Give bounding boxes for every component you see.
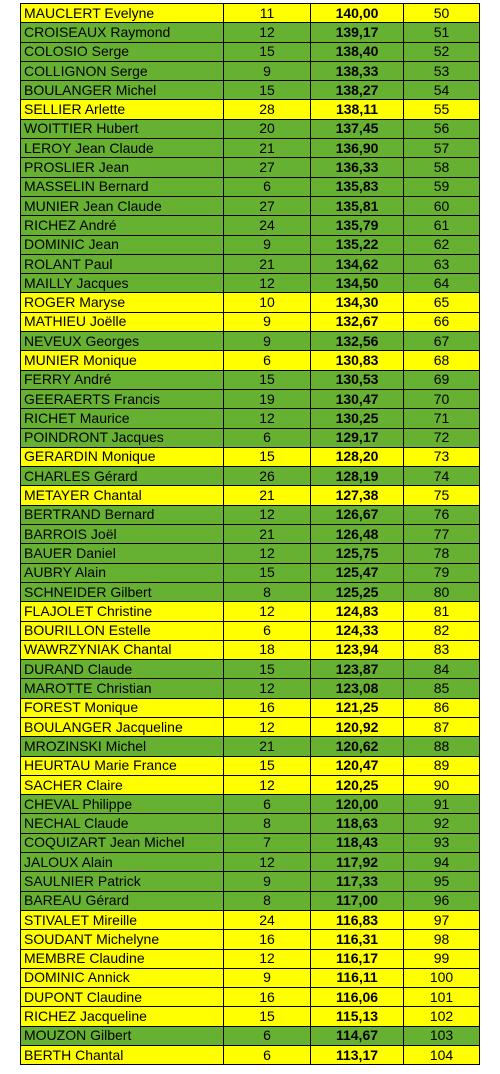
table-row — [21, 139, 480, 158]
games-count-cell: 9 — [224, 235, 311, 254]
player-name-cell: BAREAU Gérard — [21, 891, 224, 910]
games-count-cell: 6 — [224, 351, 311, 370]
games-count-cell: 16 — [224, 988, 311, 1007]
rank-cell: 72 — [404, 428, 480, 447]
player-name-cell: BERTH Chantal — [21, 1046, 224, 1065]
average-score-cell: 129,17 — [311, 428, 404, 447]
games-count-cell: 27 — [224, 158, 311, 177]
player-name-cell: SAULNIER Patrick — [21, 872, 224, 891]
rank-cell: 65 — [404, 293, 480, 312]
games-count-cell: 6 — [224, 177, 311, 196]
games-count-cell: 12 — [224, 602, 311, 621]
player-name-cell: MASSELIN Bernard — [21, 177, 224, 196]
average-score-cell: 130,47 — [311, 389, 404, 408]
rank-cell: 82 — [404, 621, 480, 640]
average-score-cell: 138,40 — [311, 42, 404, 61]
rank-cell: 69 — [404, 370, 480, 389]
rank-cell: 85 — [404, 679, 480, 698]
player-name-cell: RICHEZ Jacqueline — [21, 1007, 224, 1026]
table-row — [21, 582, 480, 601]
average-score-cell: 120,62 — [311, 737, 404, 756]
rank-cell: 89 — [404, 756, 480, 775]
games-count-cell: 12 — [224, 274, 311, 293]
average-score-cell: 128,19 — [311, 467, 404, 486]
rank-cell: 57 — [404, 139, 480, 158]
average-score-cell: 120,47 — [311, 756, 404, 775]
rank-cell: 81 — [404, 602, 480, 621]
rank-cell: 88 — [404, 737, 480, 756]
player-name-cell: STIVALET Mireille — [21, 910, 224, 929]
player-name-cell: WOITTIER Hubert — [21, 119, 224, 138]
games-count-cell: 21 — [224, 525, 311, 544]
ranking-table — [20, 3, 480, 1065]
player-name-cell: CHEVAL Philippe — [21, 795, 224, 814]
player-name-cell: NEVEUX Georges — [21, 332, 224, 351]
games-count-cell: 21 — [224, 486, 311, 505]
rank-cell: 74 — [404, 467, 480, 486]
player-name-cell: RICHEZ André — [21, 216, 224, 235]
player-name-cell: MATHIEU Joëlle — [21, 312, 224, 331]
average-score-cell: 126,48 — [311, 525, 404, 544]
average-score-cell: 138,27 — [311, 81, 404, 100]
player-name-cell: PROSLIER Jean — [21, 158, 224, 177]
table-row — [21, 370, 480, 389]
player-name-cell: DOMINIC Annick — [21, 968, 224, 987]
games-count-cell: 9 — [224, 61, 311, 80]
player-name-cell: RICHET Maurice — [21, 409, 224, 428]
games-count-cell: 15 — [224, 81, 311, 100]
average-score-cell: 130,83 — [311, 351, 404, 370]
average-score-cell: 116,06 — [311, 988, 404, 1007]
table-row — [21, 196, 480, 215]
average-score-cell: 116,11 — [311, 968, 404, 987]
player-name-cell: JALOUX Alain — [21, 853, 224, 872]
games-count-cell: 18 — [224, 640, 311, 659]
table-row — [21, 274, 480, 293]
table-row — [21, 698, 480, 717]
average-score-cell: 125,75 — [311, 544, 404, 563]
player-name-cell: COLLIGNON Serge — [21, 61, 224, 80]
rank-cell: 84 — [404, 660, 480, 679]
table-row — [21, 717, 480, 736]
table-row — [21, 389, 480, 408]
player-name-cell: BARROIS Joël — [21, 525, 224, 544]
table-row — [21, 312, 480, 331]
average-score-cell: 132,67 — [311, 312, 404, 331]
rank-cell: 93 — [404, 833, 480, 852]
average-score-cell: 130,53 — [311, 370, 404, 389]
table-row — [21, 428, 480, 447]
rank-cell: 92 — [404, 814, 480, 833]
average-score-cell: 117,00 — [311, 891, 404, 910]
player-name-cell: MOUZON Gilbert — [21, 1026, 224, 1045]
games-count-cell: 21 — [224, 139, 311, 158]
games-count-cell: 15 — [224, 563, 311, 582]
table-row — [21, 814, 480, 833]
table-row — [21, 100, 480, 119]
rank-cell: 95 — [404, 872, 480, 891]
rank-cell: 58 — [404, 158, 480, 177]
table-row — [21, 602, 480, 621]
player-name-cell: CHARLES Gérard — [21, 467, 224, 486]
player-name-cell: MROZINSKI Michel — [21, 737, 224, 756]
rank-cell: 77 — [404, 525, 480, 544]
average-score-cell: 114,67 — [311, 1026, 404, 1045]
rank-cell: 78 — [404, 544, 480, 563]
games-count-cell: 6 — [224, 1026, 311, 1045]
average-score-cell: 121,25 — [311, 698, 404, 717]
rank-cell: 59 — [404, 177, 480, 196]
table-row — [21, 332, 480, 351]
table-row — [21, 640, 480, 659]
player-name-cell: DOMINIC Jean — [21, 235, 224, 254]
average-score-cell: 135,22 — [311, 235, 404, 254]
player-name-cell: SACHER Claire — [21, 775, 224, 794]
games-count-cell: 16 — [224, 930, 311, 949]
rank-cell: 97 — [404, 910, 480, 929]
rank-cell: 62 — [404, 235, 480, 254]
table-row — [21, 505, 480, 524]
rank-cell: 51 — [404, 23, 480, 42]
player-name-cell: BAUER Daniel — [21, 544, 224, 563]
table-row — [21, 853, 480, 872]
games-count-cell: 7 — [224, 833, 311, 852]
average-score-cell: 116,83 — [311, 910, 404, 929]
table-row — [21, 891, 480, 910]
player-name-cell: DURAND Claude — [21, 660, 224, 679]
average-score-cell: 120,00 — [311, 795, 404, 814]
table-row — [21, 1007, 480, 1026]
rank-cell: 76 — [404, 505, 480, 524]
player-name-cell: ROGER Maryse — [21, 293, 224, 312]
games-count-cell: 10 — [224, 293, 311, 312]
rank-cell: 54 — [404, 81, 480, 100]
table-row — [21, 447, 480, 466]
rank-cell: 60 — [404, 196, 480, 215]
games-count-cell: 9 — [224, 312, 311, 331]
table-row — [21, 119, 480, 138]
rank-cell: 75 — [404, 486, 480, 505]
games-count-cell: 15 — [224, 756, 311, 775]
player-name-cell: WAWRZYNIAK Chantal — [21, 640, 224, 659]
games-count-cell: 15 — [224, 447, 311, 466]
table-row — [21, 775, 480, 794]
average-score-cell: 120,92 — [311, 717, 404, 736]
games-count-cell: 15 — [224, 370, 311, 389]
average-score-cell: 124,83 — [311, 602, 404, 621]
games-count-cell: 12 — [224, 544, 311, 563]
table-row — [21, 61, 480, 80]
player-name-cell: CROISEAUX Raymond — [21, 23, 224, 42]
games-count-cell: 12 — [224, 775, 311, 794]
table-row — [21, 737, 480, 756]
rank-cell: 70 — [404, 389, 480, 408]
table-row — [21, 525, 480, 544]
rank-cell: 63 — [404, 254, 480, 273]
average-score-cell: 124,33 — [311, 621, 404, 640]
rank-cell: 96 — [404, 891, 480, 910]
games-count-cell: 12 — [224, 717, 311, 736]
average-score-cell: 113,17 — [311, 1046, 404, 1065]
table-row — [21, 293, 480, 312]
table-row — [21, 544, 480, 563]
rank-cell: 79 — [404, 563, 480, 582]
rank-cell: 87 — [404, 717, 480, 736]
player-name-cell: ROLANT Paul — [21, 254, 224, 273]
player-name-cell: GEERAERTS Francis — [21, 389, 224, 408]
player-name-cell: SOUDANT Michelyne — [21, 930, 224, 949]
games-count-cell: 9 — [224, 968, 311, 987]
average-score-cell: 118,43 — [311, 833, 404, 852]
average-score-cell: 127,38 — [311, 486, 404, 505]
player-name-cell: COQUIZART Jean Michel — [21, 833, 224, 852]
table-row — [21, 177, 480, 196]
player-name-cell: BERTRAND Bernard — [21, 505, 224, 524]
games-count-cell: 15 — [224, 42, 311, 61]
games-count-cell: 15 — [224, 1007, 311, 1026]
games-count-cell: 21 — [224, 737, 311, 756]
player-name-cell: LEROY Jean Claude — [21, 139, 224, 158]
table-row — [21, 833, 480, 852]
average-score-cell: 125,25 — [311, 582, 404, 601]
player-name-cell: GERARDIN Monique — [21, 447, 224, 466]
rank-cell: 101 — [404, 988, 480, 1007]
table-row — [21, 930, 480, 949]
rank-cell: 102 — [404, 1007, 480, 1026]
table-row — [21, 1046, 480, 1065]
games-count-cell: 12 — [224, 949, 311, 968]
rank-cell: 52 — [404, 42, 480, 61]
player-name-cell: MEMBRE Claudine — [21, 949, 224, 968]
table-row — [21, 4, 480, 23]
player-name-cell: MUNIER Monique — [21, 351, 224, 370]
average-score-cell: 116,31 — [311, 930, 404, 949]
player-name-cell: SELLIER Arlette — [21, 100, 224, 119]
games-count-cell: 12 — [224, 853, 311, 872]
rank-cell: 53 — [404, 61, 480, 80]
games-count-cell: 9 — [224, 332, 311, 351]
rank-cell: 68 — [404, 351, 480, 370]
table-row — [21, 910, 480, 929]
average-score-cell: 134,50 — [311, 274, 404, 293]
rank-cell: 94 — [404, 853, 480, 872]
average-score-cell: 140,00 — [311, 4, 404, 23]
rank-cell: 64 — [404, 274, 480, 293]
table-row — [21, 1026, 480, 1045]
rank-cell: 91 — [404, 795, 480, 814]
average-score-cell: 135,79 — [311, 216, 404, 235]
average-score-cell: 134,62 — [311, 254, 404, 273]
player-name-cell: NECHAL Claude — [21, 814, 224, 833]
average-score-cell: 123,87 — [311, 660, 404, 679]
player-name-cell: POINDRONT Jacques — [21, 428, 224, 447]
player-name-cell: MAILLY Jacques — [21, 274, 224, 293]
average-score-cell: 123,08 — [311, 679, 404, 698]
rank-cell: 73 — [404, 447, 480, 466]
player-name-cell: MUNIER Jean Claude — [21, 196, 224, 215]
games-count-cell: 8 — [224, 582, 311, 601]
games-count-cell: 19 — [224, 389, 311, 408]
rank-cell: 83 — [404, 640, 480, 659]
player-name-cell: SCHNEIDER Gilbert — [21, 582, 224, 601]
player-name-cell: COLOSIO Serge — [21, 42, 224, 61]
games-count-cell: 27 — [224, 196, 311, 215]
table-row — [21, 949, 480, 968]
average-score-cell: 126,67 — [311, 505, 404, 524]
average-score-cell: 135,81 — [311, 196, 404, 215]
table-row — [21, 660, 480, 679]
average-score-cell: 136,90 — [311, 139, 404, 158]
games-count-cell: 12 — [224, 23, 311, 42]
table-row — [21, 795, 480, 814]
games-count-cell: 9 — [224, 872, 311, 891]
player-name-cell: DUPONT Claudine — [21, 988, 224, 1007]
games-count-cell: 12 — [224, 505, 311, 524]
games-count-cell: 20 — [224, 119, 311, 138]
rank-cell: 104 — [404, 1046, 480, 1065]
table-row — [21, 216, 480, 235]
rank-cell: 86 — [404, 698, 480, 717]
rank-cell: 98 — [404, 930, 480, 949]
average-score-cell: 137,45 — [311, 119, 404, 138]
rank-cell: 50 — [404, 4, 480, 23]
average-score-cell: 117,33 — [311, 872, 404, 891]
games-count-cell: 16 — [224, 698, 311, 717]
table-row — [21, 968, 480, 987]
average-score-cell: 132,56 — [311, 332, 404, 351]
table-row — [21, 988, 480, 1007]
games-count-cell: 21 — [224, 254, 311, 273]
games-count-cell: 8 — [224, 814, 311, 833]
games-count-cell: 28 — [224, 100, 311, 119]
player-name-cell: HEURTAU Marie France — [21, 756, 224, 775]
games-count-cell: 26 — [224, 467, 311, 486]
table-row — [21, 235, 480, 254]
player-name-cell: AUBRY Alain — [21, 563, 224, 582]
games-count-cell: 11 — [224, 4, 311, 23]
table-row — [21, 872, 480, 891]
average-score-cell: 136,33 — [311, 158, 404, 177]
rank-cell: 56 — [404, 119, 480, 138]
player-name-cell: FLAJOLET Christine — [21, 602, 224, 621]
rank-cell: 55 — [404, 100, 480, 119]
rank-cell: 71 — [404, 409, 480, 428]
table-row — [21, 621, 480, 640]
table-row — [21, 679, 480, 698]
games-count-cell: 6 — [224, 428, 311, 447]
games-count-cell: 12 — [224, 409, 311, 428]
table-row — [21, 467, 480, 486]
player-name-cell: BOULANGER Jacqueline — [21, 717, 224, 736]
games-count-cell: 24 — [224, 910, 311, 929]
average-score-cell: 134,30 — [311, 293, 404, 312]
average-score-cell: 135,83 — [311, 177, 404, 196]
rank-cell: 90 — [404, 775, 480, 794]
games-count-cell: 8 — [224, 891, 311, 910]
player-name-cell: FOREST Monique — [21, 698, 224, 717]
average-score-cell: 115,13 — [311, 1007, 404, 1026]
ranking-table-body — [21, 4, 480, 1065]
rank-cell: 67 — [404, 332, 480, 351]
table-row — [21, 23, 480, 42]
table-row — [21, 158, 480, 177]
table-row — [21, 409, 480, 428]
rank-cell: 80 — [404, 582, 480, 601]
player-name-cell: MAROTTE Christian — [21, 679, 224, 698]
table-row — [21, 42, 480, 61]
table-row — [21, 486, 480, 505]
rank-cell: 66 — [404, 312, 480, 331]
player-name-cell: BOURILLON Estelle — [21, 621, 224, 640]
games-count-cell: 24 — [224, 216, 311, 235]
average-score-cell: 123,94 — [311, 640, 404, 659]
player-name-cell: MAUCLERT Evelyne — [21, 4, 224, 23]
average-score-cell: 117,92 — [311, 853, 404, 872]
rank-cell: 99 — [404, 949, 480, 968]
table-row — [21, 563, 480, 582]
games-count-cell: 6 — [224, 1046, 311, 1065]
average-score-cell: 139,17 — [311, 23, 404, 42]
average-score-cell: 128,20 — [311, 447, 404, 466]
rank-cell: 100 — [404, 968, 480, 987]
table-row — [21, 756, 480, 775]
average-score-cell: 130,25 — [311, 409, 404, 428]
games-count-cell: 12 — [224, 679, 311, 698]
average-score-cell: 118,63 — [311, 814, 404, 833]
table-row — [21, 351, 480, 370]
table-row — [21, 254, 480, 273]
games-count-cell: 15 — [224, 660, 311, 679]
table-row — [21, 81, 480, 100]
average-score-cell: 116,17 — [311, 949, 404, 968]
player-name-cell: BOULANGER Michel — [21, 81, 224, 100]
player-name-cell: METAYER Chantal — [21, 486, 224, 505]
games-count-cell: 6 — [224, 795, 311, 814]
average-score-cell: 120,25 — [311, 775, 404, 794]
average-score-cell: 138,33 — [311, 61, 404, 80]
rank-cell: 61 — [404, 216, 480, 235]
games-count-cell: 6 — [224, 621, 311, 640]
player-name-cell: FERRY André — [21, 370, 224, 389]
rank-cell: 103 — [404, 1026, 480, 1045]
average-score-cell: 125,47 — [311, 563, 404, 582]
average-score-cell: 138,11 — [311, 100, 404, 119]
